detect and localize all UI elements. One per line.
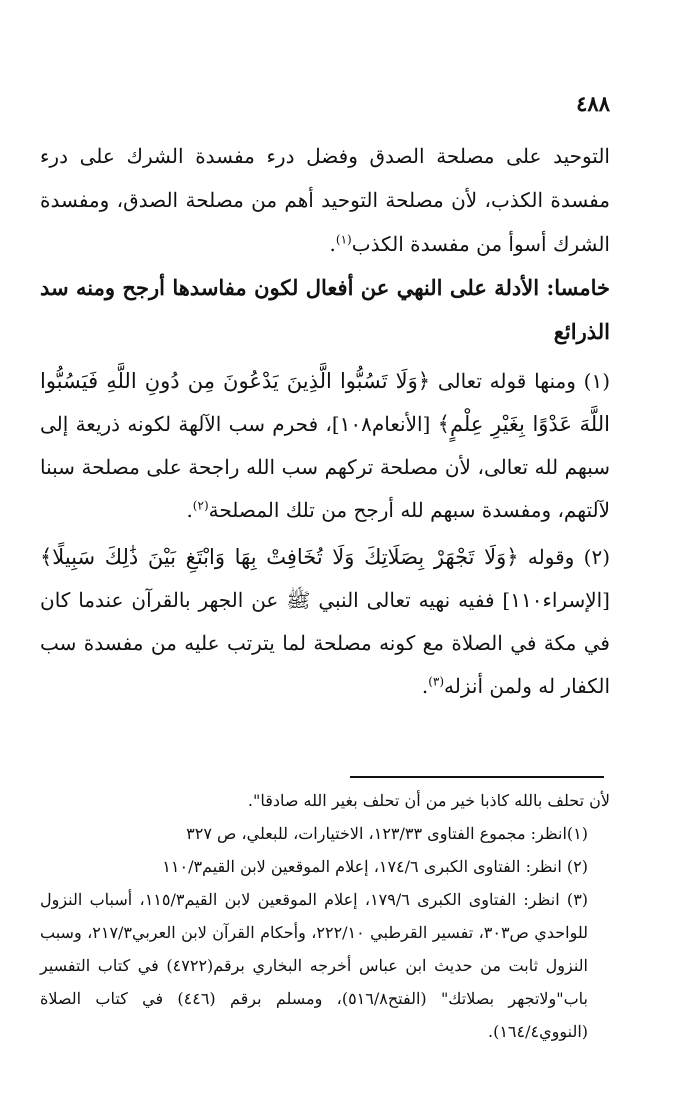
footnote-3: (٣) انظر: الفتاوى الكبرى ١٧٩/٦، إعلام الموقعين لابن القيم١١٥/٣، أسباب النزول للواحدي ص٣٠٣، تفسير القرطبي ٢٢٢/١٠، وأحكام القرآن لابن العربي٢١٧/٣، وسبب النزول ثابت من حديث ابن عباس أخرجه البخاري برقم(٤٧٢٢) في كتاب التفسير باب"ولاتجهر بصلاتك" (الفتح٥١٦/٨)، ومسلم برقم (٤٤٦) في كتاب الصلاة (النووي١٦٤/٤). [40, 890, 589, 1041]
footnote-ref-3: (٣) [428, 674, 445, 689]
item-text: [الإسراء١١٠] ففيه نهيه تعالى النبي ﷺ عن الجهر بالقرآن عندما كان في مكة في الصلاة مع كونه مصلحة لما يترتب عليه من مفسدة سب الكفار له ولمن أنزله [40, 588, 610, 698]
footnote-separator [350, 776, 604, 778]
section-heading: خامسا: الأدلة على النهي عن أفعال لكون مفاسدها أرجح ومنه سد الذرائع [40, 275, 610, 344]
footnote-ref-1: (١) [335, 232, 352, 247]
footnote-2: (٢) انظر: الفتاوى الكبرى ١٧٤/٦، إعلام الموقعين لابن القيم١١٠/٣ [162, 857, 588, 876]
item-lead: وقوله [527, 545, 575, 569]
quran-verse: ﴿وَلَا تَسُبُّوا الَّذِينَ يَدْعُونَ مِن دُونِ اللَّهِ فَيَسُبُّوا اللَّهَ عَدْوًا بِغَيْرِ عِلْمٍ﴾ [40, 369, 610, 436]
footnote-ref-2: (٢) [192, 498, 209, 513]
quran-verse: ﴿وَلَا تَجْهَرْ بِصَلَاتِكَ وَلَا تُخَافِتْ بِهَا وَابْتَغِ بَيْنَ ذَٰلِكَ سَبِيلًا﴾ [40, 545, 519, 569]
footnotes [40, 784, 610, 1048]
footnote-continuation: لأن تحلف بالله كاذبا خير من أن تحلف بغير الله صادقا". [247, 791, 610, 810]
footnote-1: (١)انظر: مجموع الفتاوى ١٢٣/٣٣، الاختيارات، للبعلي، ص ٣٢٧ [186, 824, 588, 843]
page-body [40, 84, 610, 712]
item-number: (١) [583, 369, 610, 393]
intro-paragraph: التوحيد على مصلحة الصدق وفضل درء مفسدة الشرك على درء مفسدة الكذب، لأن مصلحة التوحيد أهم من مصلحة الصدق، ومفسدة الشرك أسوأ من مفسدة الكذب$^{(١)}$. [40, 144, 610, 256]
intro-text: التوحيد على مصلحة الصدق وفضل درء مفسدة الشرك على درء مفسدة الكذب، لأن مصلحة التوحيد أهم من مصلحة الصدق، ومفسدة الشرك أسوأ من مفسدة الكذب [40, 144, 610, 256]
page-number: ٤٨٨ [576, 91, 610, 116]
evidence-item-2: (٢) وقوله ﴿وَلَا تَجْهَرْ بِصَلَاتِكَ وَلَا تُخَافِتْ بِهَا وَابْتَغِ بَيْنَ ذَٰلِكَ سَبِيلًا﴾ [الإسراء١١٠] ففيه نهيه تعالى النبي ﷺ عن الجهر بالقرآن عندما كان في مكة في الصلاة مع كونه مصلحة لما يترتب عليه من مفسدة سب الكفار له ولمن أنزله$^{(٣)}$. [40, 545, 610, 698]
item-lead: ومنها قوله تعالى [437, 369, 576, 393]
item-number: (٢) [583, 545, 610, 569]
item-text: [الأنعام١٠٨]، فحرم سب الآلهة لكونه ذريعة إلى سبهم لله تعالى، لأن مصلحة تركهم سب الله راجحة على مصلحة سبنا لآلتهم، ومفسدة سبهم لله أرجح من تلك المصلحة [40, 412, 610, 522]
evidence-item-1: (١) ومنها قوله تعالى ﴿وَلَا تَسُبُّوا الَّذِينَ يَدْعُونَ مِن دُونِ اللَّهِ فَيَسُبُّوا اللَّهَ عَدْوًا بِغَيْرِ عِلْمٍ﴾ [الأنعام١٠٨]، فحرم سب الآلهة لكونه ذريعة إلى سبهم لله تعالى، لأن مصلحة تركهم سب الله راجحة على مصلحة سبنا لآلتهم، ومفسدة سبهم لله أرجح من تلك المصلحة$^{(٢)}$. [40, 369, 610, 522]
